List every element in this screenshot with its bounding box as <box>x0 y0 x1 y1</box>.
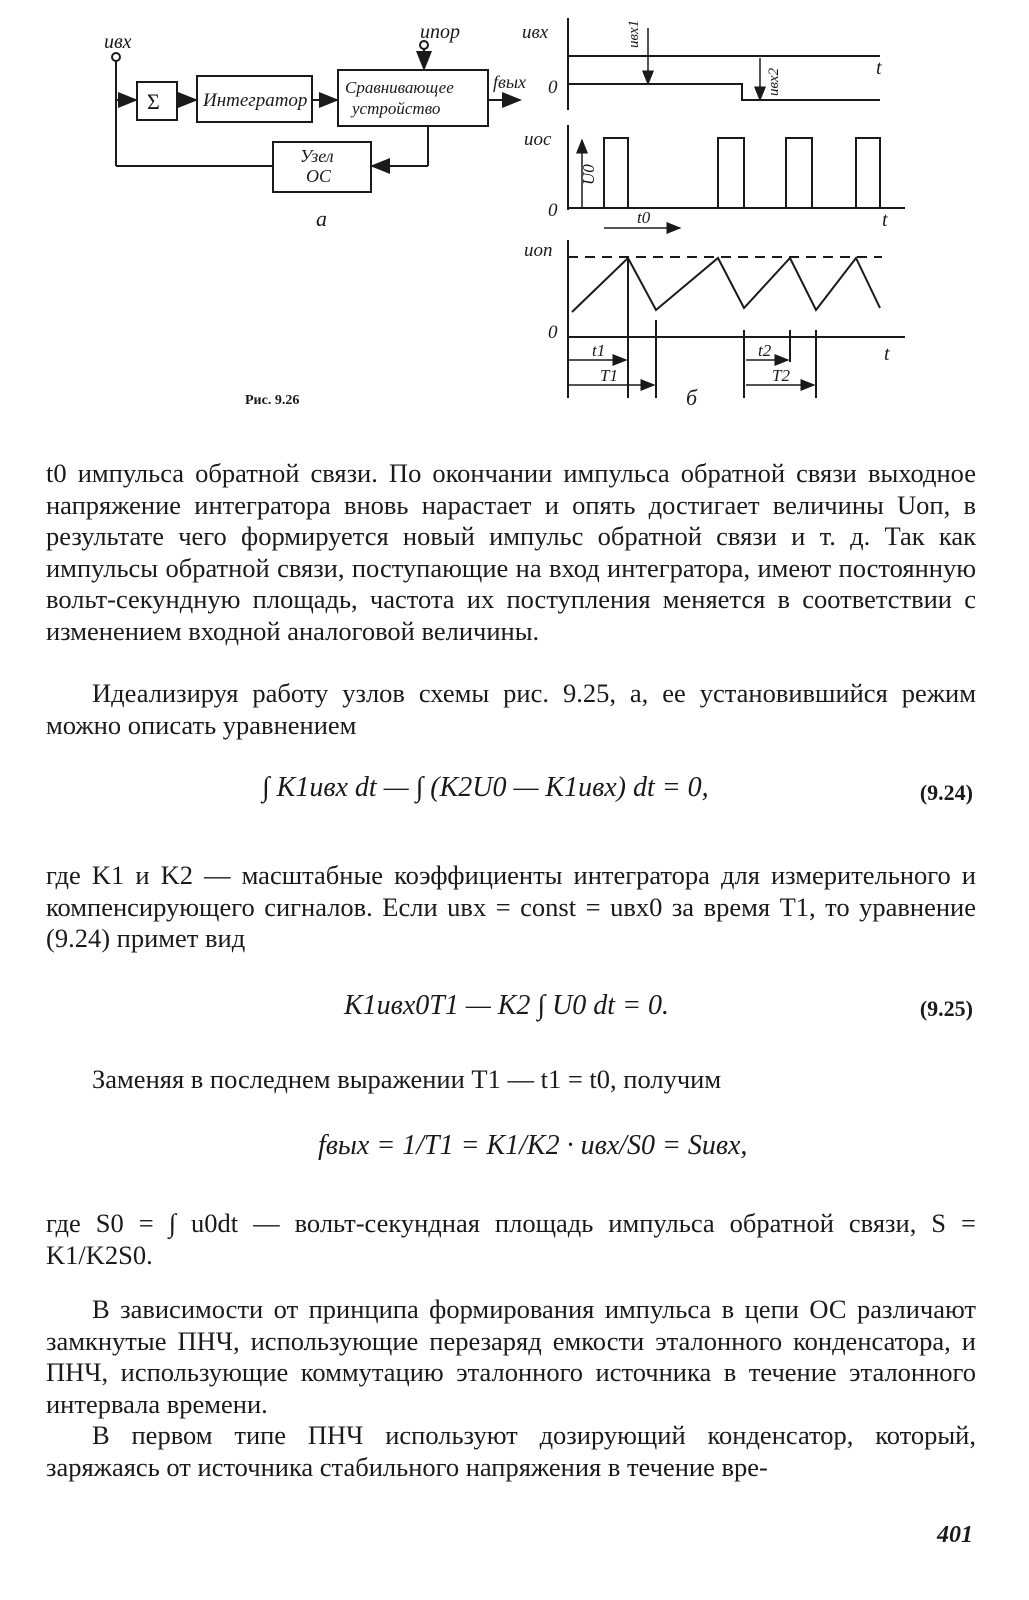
paragraph-2: Идеализируя работу узлов схемы рис. 9.25, а, ее установившийся режим можно описать уравнением <box>46 678 976 740</box>
fig-b-uref-label: uоп <box>524 240 553 261</box>
fig-b-t-1: t <box>876 57 882 79</box>
equation-fout: fвых = 1/T1 = K1/K2 · uвх/S0 = Suвх, <box>318 1130 748 1161</box>
fig-b-t-2: t <box>882 209 888 231</box>
paragraph-1: t0 импульса обратной связи. По окончании импульса обратной связи выходное напряжение интегратора вновь нарастает и опять достигает величины Uоп, в результате чего формируется новый импульс обратной связи и т. д. Так как импульсы обратной связи, поступающие на вход интегратора, имеют постоянную вольт-секундную площадь, частота их поступления меняется в соответствии с изменением входной аналоговой величины. <box>46 458 976 646</box>
page-number: 401 <box>937 1522 973 1548</box>
feedback-label-2: ОС <box>306 166 332 186</box>
comparator-label-2: устройство <box>352 99 441 118</box>
fig-b-T1-label: T1 <box>600 366 618 385</box>
sum-symbol: Σ <box>147 89 160 114</box>
paragraph-6: В зависимости от принципа формирования импульса в цепи ОС различают замкнутые ПНЧ, использующие перезаряд емкости эталонного конденсатора, и ПНЧ, использующие коммутацию эталонного источника в течение эталонного интервала времени. <box>46 1294 976 1419</box>
equation-9-25-number: (9.25) <box>919 996 973 1021</box>
fig-b-U0-label: U0 <box>579 164 598 185</box>
equation-9-24-number: (9.24) <box>919 780 973 805</box>
figure-9-26 <box>0 0 1029 420</box>
integrator-label: Интегратор <box>203 90 308 111</box>
fig-b-uin1-label: uвх1 <box>626 19 642 48</box>
fig-a-output-label: fвых <box>493 72 526 92</box>
paragraph-5: где S0 = ∫ u0dt — вольт-секундная площадь импульса обратной связи, S = K1/K2S0. <box>46 1208 976 1270</box>
fig-b-zero-3: 0 <box>548 322 558 343</box>
equation-9-24: ∫ K1uвх dt — ∫ (K2U0 — K1uвх) dt = 0, <box>262 772 709 803</box>
figure-caption: Рис. 9.26 <box>245 393 300 408</box>
fig-b-uin2-label: uвх2 <box>766 67 782 96</box>
fig-b-t0-label: t0 <box>637 208 651 227</box>
fig-a-input-label: uвх <box>104 31 132 53</box>
fig-b-label: б <box>686 385 698 410</box>
fig-a-threshold-label: uпор <box>420 21 460 43</box>
fig-b-uin-label: uвх <box>522 22 549 43</box>
fig-b-zero-2: 0 <box>548 200 558 221</box>
fig-a-label: а <box>316 206 327 231</box>
equation-9-25: K1uвх0T1 — K2 ∫ U0 dt = 0. <box>344 990 669 1021</box>
fig-b-t-3: t <box>884 343 890 365</box>
fig-b-zero-1: 0 <box>548 77 558 98</box>
paragraph-3: где K1 и K2 — масштабные коэффициенты интегратора для измерительного и компенсирующего сигналов. Если uвх = const = uвх0 за время T1, то уравнение (9.24) примет вид <box>46 860 976 953</box>
paragraph-7: В первом типе ПНЧ используют дозирующий конденсатор, который, заряжаясь от источника стабильного напряжения в течение вре- <box>46 1420 976 1482</box>
fig-b-t2-label: t2 <box>758 341 772 360</box>
fig-b-t1-label: t1 <box>592 341 606 360</box>
fig-b-T2-label: T2 <box>772 366 790 385</box>
fig-b-ufb-label: uос <box>524 129 552 150</box>
feedback-label-1: Узел <box>300 146 334 166</box>
paragraph-4: Заменяя в последнем выражении T1 — t1 = t0, получим <box>92 1064 722 1094</box>
comparator-label-1: Сравнивающее <box>345 78 454 97</box>
